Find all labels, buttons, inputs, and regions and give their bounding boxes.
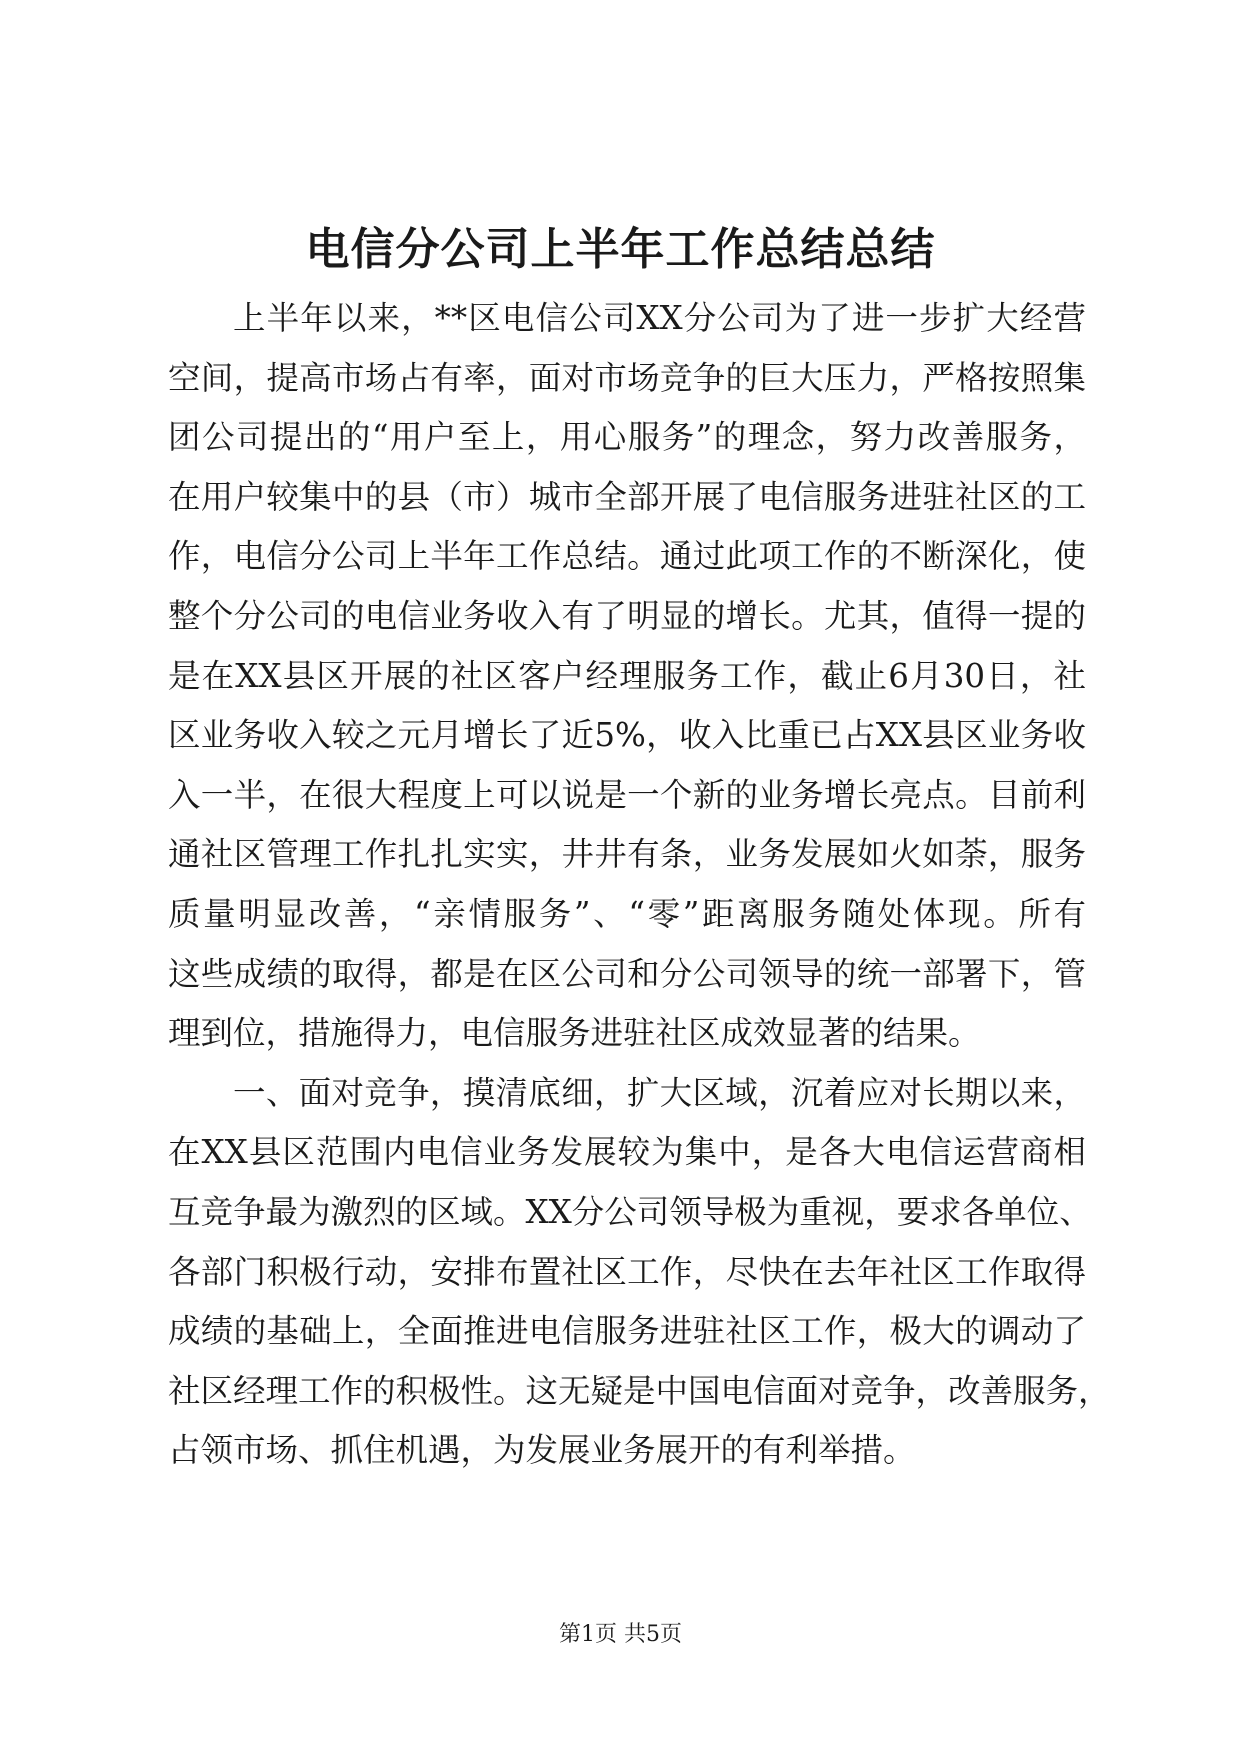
text-line: 成绩的基础上，全面推进电信服务进驻社区工作，极大的调动了 bbox=[168, 1312, 1086, 1351]
text-line: 团公司提出的“用户至上，用心服务”的理念，努力改善服务， bbox=[168, 418, 1086, 457]
text-line: 这些成绩的取得，都是在区公司和分公司领导的统一部署下，管 bbox=[168, 954, 1086, 993]
text-line: 质量明显改善，“亲情服务”、“零”距离服务随处体现。所有 bbox=[168, 894, 1086, 933]
text-line: 互竞争最为激烈的区域。XX分公司领导极为重视，要求各单位、 bbox=[168, 1192, 1092, 1231]
paragraph-intro bbox=[168, 289, 1086, 1064]
text-line: 在XX县区范围内电信业务发展较为集中，是各大电信运营商相 bbox=[168, 1133, 1086, 1172]
text-line: 各部门积极行动，安排布置社区工作，尽快在去年社区工作取得 bbox=[168, 1252, 1086, 1291]
document-body bbox=[168, 289, 1111, 1481]
text-line: 一、面对竞争，摸清底细，扩大区域，沉着应对长期以来， bbox=[233, 1073, 1086, 1112]
text-line: 理到位，措施得力，电信服务进驻社区成效显著的结果。 bbox=[168, 1014, 981, 1053]
text-line: 整个分公司的电信业务收入有了明显的增长。尤其，值得一提的 bbox=[168, 596, 1086, 635]
text-line: 占领市场、抓住机遇，为发展业务展开的有利举措。 bbox=[168, 1431, 916, 1470]
text-line: 空间，提高市场占有率，面对市场竞争的巨大压力，严格按照集 bbox=[168, 358, 1086, 397]
document-title: 电信分公司上半年工作总结总结 bbox=[305, 224, 936, 275]
page-number-footer: 第1页 共5页 bbox=[559, 1622, 682, 1647]
text-line: 是在XX县区开展的社区客户经理服务工作，截止6月30日，社 bbox=[168, 656, 1086, 695]
text-line: 社区经理工作的积极性。这无疑是中国电信面对竞争，改善服务， bbox=[168, 1371, 1111, 1410]
text-line: 在用户较集中的县（市）城市全部开展了电信服务进驻社区的工 bbox=[168, 477, 1086, 516]
text-line: 入一半，在很大程度上可以说是一个新的业务增长亮点。目前利 bbox=[168, 775, 1086, 814]
text-line: 作，电信分公司上半年工作总结。通过此项工作的不断深化，使 bbox=[168, 537, 1086, 576]
text-line: 上半年以来，**区电信公司XX分公司为了进一步扩大经营 bbox=[233, 299, 1086, 337]
text-line: 区业务收入较之元月增长了近5%，收入比重已占XX县区业务收 bbox=[168, 716, 1086, 755]
paragraph-section-1 bbox=[168, 1064, 1111, 1481]
text-line: 通社区管理工作扎扎实实，井井有条，业务发展如火如荼，服务 bbox=[168, 835, 1086, 874]
